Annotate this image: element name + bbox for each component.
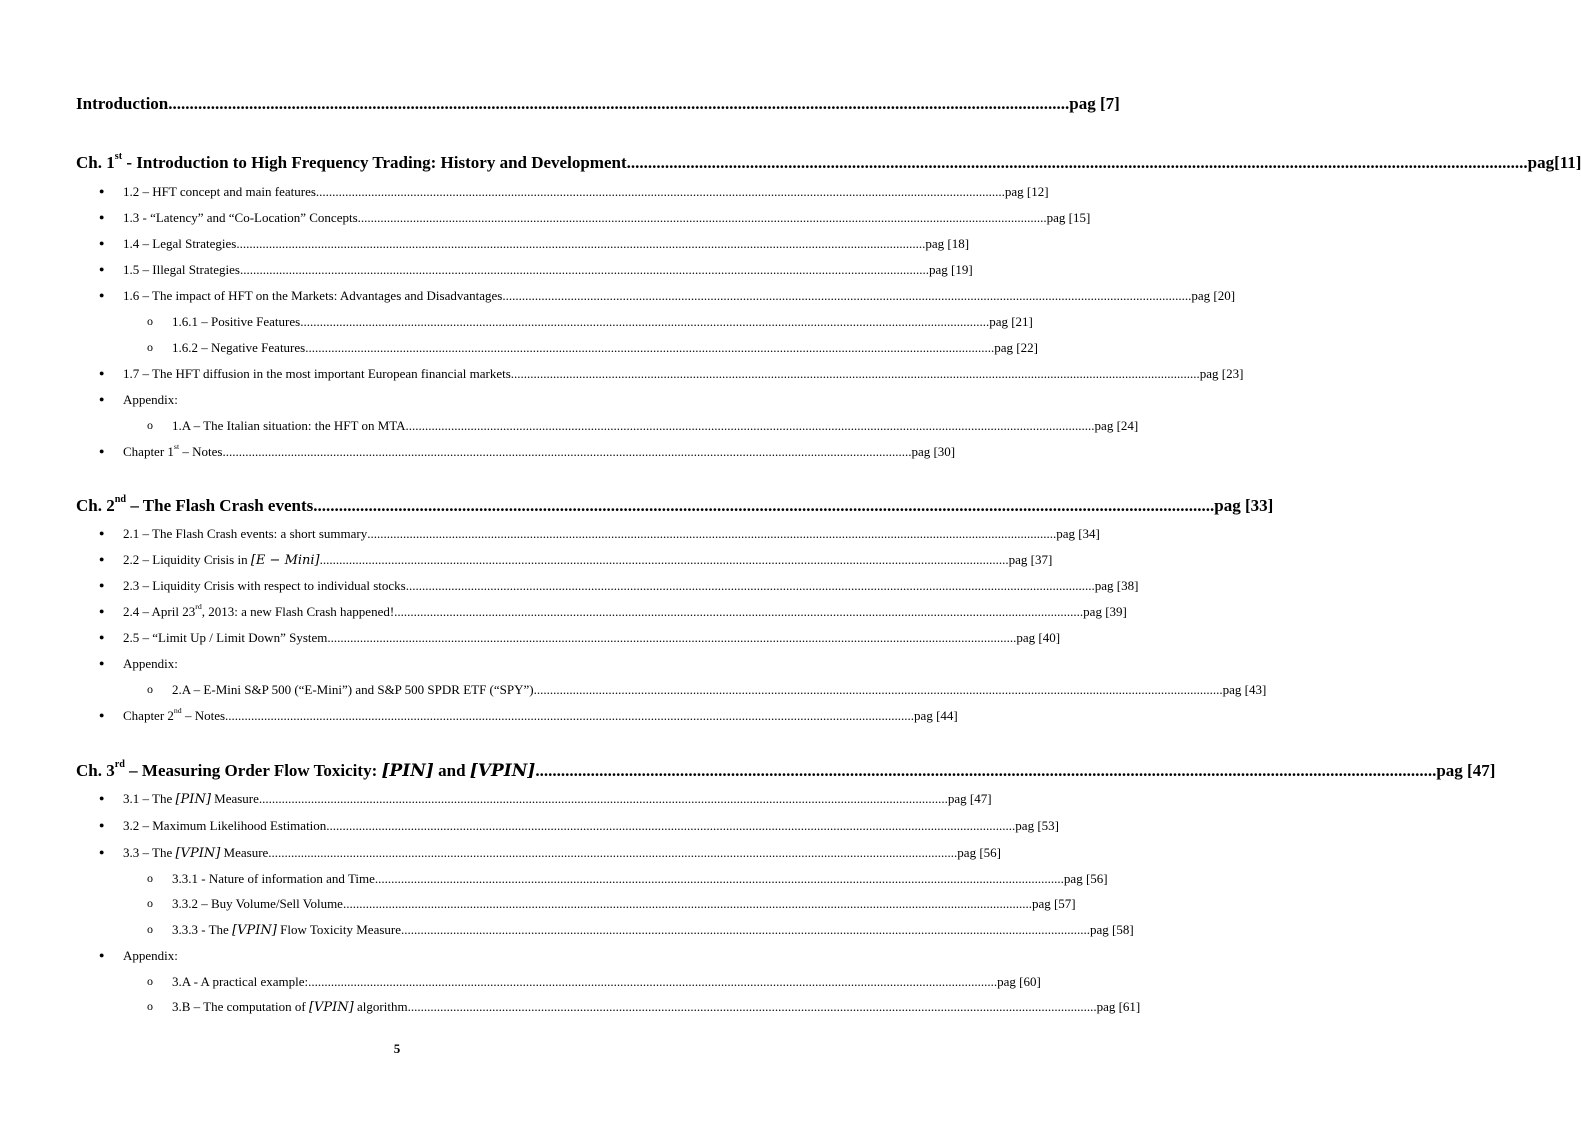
toc-item[interactable]: 2.5 – “Limit Up / Limit Down” System .................................................................................................................................................................................................................... pag [40] <box>123 630 1061 645</box>
circle-bullet-icon: o <box>147 999 153 1013</box>
bullet-icon: ● <box>99 368 105 378</box>
toc-leader: .................................................................................................................................................................................................................... <box>313 496 1215 515</box>
page-number: 5 <box>393 1041 401 1056</box>
toc-item[interactable]: 2.2 – Liquidity Crisis in [E − Mini] .................................................................................................................................................................................................................... pag [37] <box>123 552 1053 568</box>
toc-page: pag [47] <box>1436 761 1496 780</box>
toc-page: pag [7] <box>1069 94 1120 113</box>
toc-item[interactable]: 1.2 – HFT concept and main features .................................................................................................................................................................................................................... pag [12] <box>123 184 1049 199</box>
toc-item[interactable]: 3.3 – The [VPIN] Measure .................................................................................................................................................................................................................... pag [56] <box>123 845 1001 861</box>
toc-appendix: Appendix: <box>123 656 178 671</box>
circle-bullet-icon: o <box>147 922 153 936</box>
circle-bullet-icon: o <box>147 340 153 354</box>
bullet-icon: ● <box>99 394 105 404</box>
toc-item[interactable]: 2.1 – The Flash Crash events: a short summary .................................................................................................................................................................................................................... pag [34] <box>123 526 1100 541</box>
toc-appendix: Appendix: <box>123 392 178 407</box>
bullet-icon: ● <box>99 632 105 642</box>
toc-item[interactable]: 2.4 – April 23rd, 2013: a new Flash Crash happened! .................................................................................................................................................................................................................... pag [39] <box>123 601 1127 619</box>
bullet-icon: ● <box>99 658 105 668</box>
toc-subitem[interactable]: 3.3.1 - Nature of information and Time .................................................................................................................................................................................................................... pag [56] <box>172 871 1108 886</box>
toc-label: Ch. 2nd – The Flash Crash events <box>76 494 314 515</box>
toc-subitem[interactable]: 3.3.2 – Buy Volume/Sell Volume .................................................................................................................................................................................................................... pag [57] <box>172 896 1076 911</box>
circle-bullet-icon: o <box>147 896 153 910</box>
toc-subitem[interactable]: 3.B – The computation of [VPIN] algorithm .................................................................................................................................................................................................................... pag [61] <box>172 999 1141 1015</box>
bullet-icon: ● <box>99 212 105 222</box>
toc-subitem[interactable]: 1.6.2 – Negative Features .................................................................................................................................................................................................................... pag [22] <box>172 340 1038 355</box>
bullet-icon: ● <box>99 847 105 857</box>
bullet-icon: ● <box>99 528 105 538</box>
toc-subitem[interactable]: 3.3.3 - The [VPIN] Flow Toxicity Measure .................................................................................................................................................................................................................... pag [58] <box>172 922 1134 938</box>
bullet-icon: ● <box>99 950 105 960</box>
toc-label: Introduction <box>76 94 169 113</box>
toc-subitem[interactable]: 1.6.1 – Positive Features .................................................................................................................................................................................................................... pag [21] <box>172 314 1033 329</box>
bullet-icon: ● <box>99 820 105 830</box>
toc-introduction[interactable] <box>76 94 1120 114</box>
bullet-icon: ● <box>99 793 105 803</box>
toc-subitem[interactable]: 3.A - A practical example: .................................................................................................................................................................................................................... pag [60] <box>172 974 1041 989</box>
bullet-icon: ● <box>99 186 105 196</box>
toc-item[interactable]: 1.6 – The impact of HFT on the Markets: Advantages and Disadvantages .................................................................................................................................................................................................................... pag [20] <box>123 288 1236 303</box>
bullet-icon: ● <box>99 290 105 300</box>
toc-subitem[interactable]: 2.A – E-Mini S&P 500 (“E-Mini”) and S&P 500 SPDR ETF (“SPY”) .................................................................................................................................................................................................................... pag [43] <box>172 682 1267 697</box>
toc-item[interactable]: 1.5 – Illegal Strategies .................................................................................................................................................................................................................... pag [19] <box>123 262 973 277</box>
bullet-icon: ● <box>99 446 105 456</box>
circle-bullet-icon: o <box>147 418 153 432</box>
circle-bullet-icon: o <box>147 314 153 328</box>
circle-bullet-icon: o <box>147 682 153 696</box>
toc-leader: .................................................................................................................................................................................................................... <box>626 153 1528 172</box>
toc-chapter-1[interactable] <box>76 151 1581 173</box>
toc-leader: .................................................................................................................................................................................................................... <box>168 94 1070 113</box>
bullet-icon: ● <box>99 606 105 616</box>
toc-subitem[interactable]: 1.A – The Italian situation: the HFT on MTA .................................................................................................................................................................................................................... pag [24] <box>172 418 1139 433</box>
toc-chapter-3[interactable] <box>76 759 1496 781</box>
toc-page: pag[11] <box>1527 153 1581 172</box>
bullet-icon: ● <box>99 580 105 590</box>
toc-item[interactable]: 2.3 – Liquidity Crisis with respect to individual stocks .................................................................................................................................................................................................................... pag [38] <box>123 578 1139 593</box>
toc-leader: .................................................................................................................................................................................................................... <box>535 761 1437 780</box>
circle-bullet-icon: o <box>147 974 153 988</box>
toc-item[interactable]: 1.4 – Legal Strategies .................................................................................................................................................................................................................... pag [18] <box>123 236 970 251</box>
bullet-icon: ● <box>99 554 105 564</box>
toc-label: Ch. 3rd – Measuring Order Flow Toxicity: [PIN] and [VPIN] <box>76 759 536 781</box>
toc-item[interactable]: Chapter 1st – Notes .................................................................................................................................................................................................................... pag [30] <box>123 441 956 459</box>
toc-chapter-2[interactable] <box>76 494 1274 516</box>
bullet-icon: ● <box>99 264 105 274</box>
circle-bullet-icon: o <box>147 871 153 885</box>
toc-appendix: Appendix: <box>123 948 178 963</box>
toc-item[interactable]: 1.3 - “Latency” and “Co-Location” Concepts .................................................................................................................................................................................................................... pag [15] <box>123 210 1091 225</box>
toc-label: Ch. 1st - Introduction to High Frequency Trading: History and Development <box>76 151 627 172</box>
toc-item[interactable]: 3.1 – The [PIN] Measure .................................................................................................................................................................................................................... pag [47] <box>123 791 992 807</box>
toc-item[interactable]: Chapter 2nd – Notes .................................................................................................................................................................................................................... pag [44] <box>123 705 958 723</box>
toc-item[interactable]: 3.2 – Maximum Likelihood Estimation .................................................................................................................................................................................................................... pag [53] <box>123 818 1059 833</box>
bullet-icon: ● <box>99 710 105 720</box>
toc-page: pag [33] <box>1214 496 1274 515</box>
toc-item[interactable]: 1.7 – The HFT diffusion in the most important European financial markets .................................................................................................................................................................................................................... pag [23] <box>123 366 1244 381</box>
bullet-icon: ● <box>99 238 105 248</box>
